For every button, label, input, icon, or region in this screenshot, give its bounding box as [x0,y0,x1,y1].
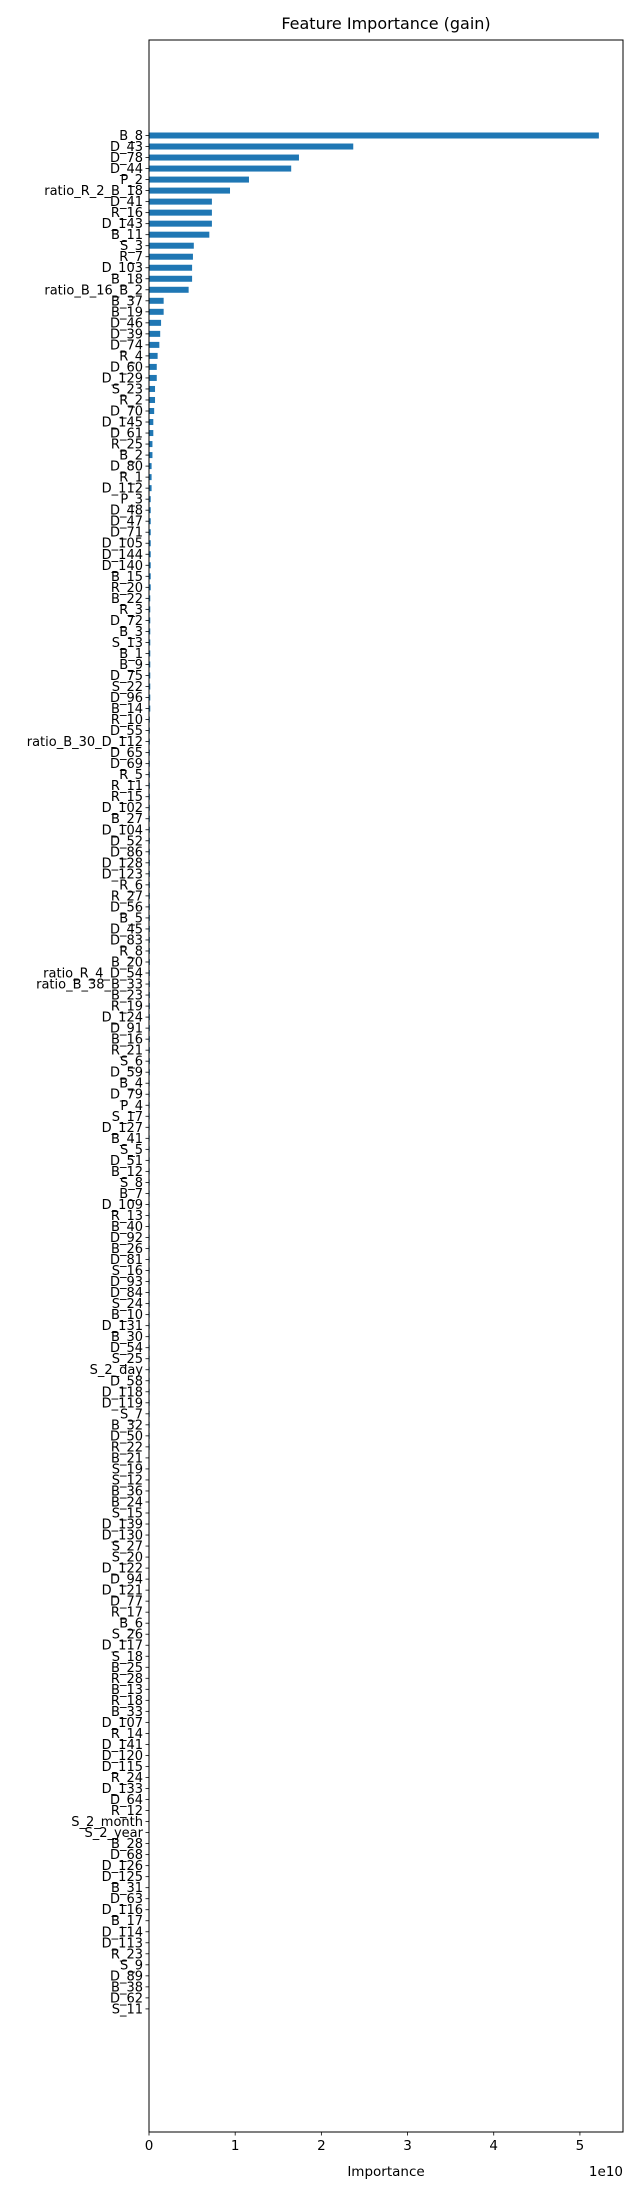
bar-B_11 [149,232,209,238]
bar-B_2 [149,452,152,458]
y-tick-label: D_124 [101,1010,143,1026]
x-axis-scale-label: 1e10 [588,2164,623,2180]
y-tick-label: D_74 [109,338,143,354]
y-tick-label: B_9 [119,657,143,673]
y-tick-label: B_20 [111,955,143,971]
y-tick-label: D_129 [101,371,143,387]
y-tick-label: S_25 [111,1352,143,1368]
y-tick-label: S_15 [111,1506,143,1522]
y-tick-label: D_116 [101,1903,143,1919]
y-tick-label: B_33 [111,1704,143,1720]
y-tick-label: S_9 [119,1958,143,1974]
y-tick-label: R_15 [110,790,143,806]
y-tick-label: ratio_R_4_D_54 [43,966,143,982]
y-tick-label: ratio_B_38_B_33 [36,977,143,993]
plot-area-frame [149,40,623,2132]
bar-D_60 [149,364,157,370]
y-tick-label: B_23 [111,988,143,1004]
y-tick-label: D_96 [109,691,143,707]
bar-R_25 [149,441,152,447]
y-tick-label: D_119 [101,1396,143,1412]
y-tick-label: S_19 [111,1462,143,1478]
x-axis-label: Importance [347,2164,425,2180]
y-tick-label: S_2_month [71,1815,143,1831]
chart-title: Feature Importance (gain) [281,14,491,33]
y-tick-label: R_20 [110,580,143,596]
y-tick-label: D_104 [101,823,143,839]
y-tick-label: B_24 [111,1495,143,1511]
y-tick-label: B_31 [111,1881,143,1897]
y-tick-label: D_122 [101,1561,143,1577]
y-tick-label: D_133 [101,1782,143,1797]
y-tick-label: S_2_day [89,1363,143,1379]
y-tick-label: D_125 [101,1870,143,1886]
y-tick-label: B_16 [111,1032,143,1048]
y-tick-label: D_69 [109,757,143,773]
bar-D_70 [149,408,154,414]
y-tick-label: R_18 [110,1693,143,1709]
y-tick-label: D_39 [109,327,143,343]
bar-R_2 [149,397,155,403]
bar-R_16 [149,210,212,216]
y-tick-label: B_19 [111,305,143,321]
bar-D_129 [149,375,157,381]
y-tick-label: B_27 [111,812,143,828]
y-tick-label: B_25 [111,1660,143,1676]
bar-D_44 [149,166,291,172]
x-tick-label: 1 [230,2138,240,2154]
y-tick-label: S_16 [111,1264,143,1280]
y-tick-label: D_43 [109,140,143,156]
bar-D_43 [149,144,353,150]
y-tick-label: D_93 [109,1275,143,1291]
y-tick-label: D_121 [101,1583,143,1599]
y-tick-label: R_22 [110,1440,143,1456]
y-tick-label: B_41 [111,1131,143,1147]
y-tick-label: R_17 [110,1605,143,1621]
y-tick-label: D_91 [109,1021,143,1037]
y-tick-label: D_94 [109,1572,143,1588]
bar-D_74 [149,342,159,348]
y-tick-label: B_13 [111,1682,143,1698]
y-tick-label: S_27 [111,1539,143,1555]
y-tick-label: D_41 [109,195,143,211]
y-tick-label: S_7 [119,1407,143,1423]
y-tick-label: S_6 [119,1054,143,1070]
bar-ratio_R_2_B_18 [149,188,230,194]
y-tick-label: D_59 [109,1065,143,1081]
y-tick-label: R_13 [110,1208,143,1224]
y-tick-label: D_56 [109,900,143,916]
y-tick-label: D_141 [101,1737,143,1753]
y-tick-label: R_19 [110,999,143,1015]
y-tick-label: B_8 [119,129,143,144]
y-tick-label: R_14 [110,1726,143,1742]
y-tick-label: D_47 [109,514,143,530]
y-tick-label: S_5 [119,1142,143,1158]
y-tick-label: R_4 [119,349,143,365]
y-tick-label: D_81 [109,1253,143,1269]
y-tick-label: D_123 [101,867,143,883]
x-axis-ticks [145,2132,585,2154]
y-tick-label: S_11 [111,2002,143,2018]
y-tick-label: D_102 [101,801,143,817]
y-tick-label: D_105 [101,536,143,552]
y-tick-label: R_8 [119,944,143,960]
y-tick-label: D_61 [109,426,143,442]
y-tick-label: D_50 [109,1429,143,1445]
y-tick-label: R_3 [119,602,143,618]
y-tick-label: D_126 [101,1859,143,1875]
y-tick-label: D_114 [101,1925,143,1941]
y-tick-label: B_11 [111,228,143,244]
y-tick-label: B_30 [111,1330,143,1346]
x-tick-label: 5 [575,2138,585,2154]
x-tick-label: 2 [317,2138,326,2154]
y-tick-label: D_52 [109,834,143,850]
x-tick-label: 4 [489,2138,499,2154]
y-tick-label: R_21 [110,1043,143,1059]
bar-D_103 [149,265,192,271]
y-tick-label: ratio_B_16_B_2 [44,283,143,299]
y-tick-label: D_72 [109,613,143,629]
bar-D_61 [149,430,153,436]
y-tick-label: S_24 [111,1297,143,1313]
y-tick-label: S_26 [111,1627,143,1643]
bar-R_7 [149,254,193,260]
bar-D_41 [149,199,212,205]
y-tick-label: D_109 [101,1197,143,1213]
y-tick-label: B_2 [119,448,143,464]
y-tick-label: D_112 [101,481,143,497]
y-tick-label: B_4 [119,1076,143,1092]
y-tick-label: D_115 [101,1759,143,1775]
y-tick-label: D_62 [109,1991,143,2007]
y-tick-label: D_75 [109,668,143,684]
y-tick-label: ratio_B_30_D_112 [26,735,143,751]
y-tick-label: D_118 [101,1385,143,1401]
y-tick-label: D_65 [109,746,143,762]
y-tick-label: S_2_year [84,1826,143,1842]
y-tick-label: ratio_R_2_B_18 [44,184,143,200]
bar-D_143 [149,221,212,227]
y-tick-label: R_23 [110,1947,143,1963]
y-tick-label: D_45 [109,922,143,938]
y-tick-label: D_139 [101,1517,143,1533]
y-tick-label: D_78 [109,151,143,167]
y-tick-label: D_145 [101,415,143,431]
bar-B_19 [149,309,164,315]
y-tick-label: R_6 [119,878,143,894]
y-tick-label: B_15 [111,569,143,585]
y-tick-label: D_117 [101,1638,143,1654]
y-tick-label: D_86 [109,845,143,861]
bar-B_8 [149,133,599,139]
y-tick-label: D_143 [101,217,143,233]
y-tick-label: P_4 [120,1098,143,1114]
y-tick-label: B_12 [111,1164,143,1180]
y-tick-label: B_6 [119,1616,143,1632]
y-tick-label: R_28 [110,1671,143,1687]
y-tick-label: B_14 [111,702,143,718]
y-tick-label: P_3 [120,492,143,508]
y-tick-label: D_92 [109,1231,143,1246]
y-tick-label: D_83 [109,933,143,949]
y-tick-label: D_113 [101,1936,143,1952]
bar-B_37 [149,298,164,304]
bar-B_18 [149,276,192,282]
y-tick-label: D_71 [109,525,143,541]
y-tick-label: D_107 [101,1715,143,1731]
y-tick-label: B_1 [119,646,143,662]
y-tick-label: D_144 [101,547,143,563]
y-tick-label: R_1 [119,470,143,486]
y-tick-label: D_54 [109,1341,143,1357]
y-tick-label: B_32 [111,1418,143,1434]
bar-R_4 [149,353,158,359]
y-tick-label: D_51 [109,1153,143,1169]
y-tick-label: B_18 [111,272,143,288]
y-tick-label: D_131 [101,1319,143,1335]
y-tick-label: S_8 [119,1175,143,1191]
bar-D_78 [149,155,299,161]
bar-S_3 [149,243,194,249]
y-tick-label: B_17 [111,1914,143,1930]
bar-D_145 [149,419,153,425]
bar-S_23 [149,386,155,392]
y-tick-label: B_40 [111,1219,143,1235]
y-tick-label: B_10 [111,1308,143,1324]
y-tick-label: R_10 [110,713,143,729]
y-tick-label: S_13 [111,635,143,651]
y-tick-label: D_79 [109,1087,143,1103]
y-tick-label: B_3 [119,624,143,640]
y-tick-label: R_5 [119,768,143,784]
y-tick-label: P_2 [120,173,143,189]
y-tick-label: D_44 [109,162,143,178]
y-tick-label: D_48 [109,503,143,519]
y-tick-label: B_7 [119,1186,143,1202]
y-tick-label: D_89 [109,1969,143,1985]
y-tick-label: D_58 [109,1374,143,1390]
x-tick-label: 0 [144,2138,154,2154]
bar-D_39 [149,331,160,337]
y-tick-label: D_80 [109,459,143,475]
x-tick-label: 3 [403,2138,412,2154]
y-tick-label: D_63 [109,1892,143,1908]
y-tick-label: S_18 [111,1649,143,1665]
bars-group [149,133,599,2012]
bar-P_2 [149,177,249,183]
y-tick-label: B_26 [111,1242,143,1258]
y-tick-label: R_11 [110,779,143,795]
y-tick-label: R_25 [110,437,143,453]
y-tick-label: D_84 [109,1286,143,1302]
y-tick-label: D_130 [101,1528,143,1544]
y-tick-label: B_38 [111,1980,143,1996]
y-tick-label: D_103 [101,261,143,277]
y-tick-label: R_16 [110,206,143,222]
y-tick-label: S_22 [111,680,143,695]
y-axis-ticks [27,129,149,2017]
y-tick-label: B_5 [119,911,143,927]
y-tick-label: S_3 [119,239,143,255]
y-tick-label: R_24 [110,1770,143,1786]
bar-D_46 [149,320,161,326]
y-tick-label: D_55 [109,724,143,740]
y-tick-label: S_12 [111,1473,143,1489]
y-tick-label: D_77 [109,1594,143,1610]
y-tick-label: S_20 [111,1550,143,1566]
y-tick-label: D_64 [109,1793,143,1809]
y-tick-label: D_70 [109,404,143,420]
y-tick-label: D_120 [101,1748,143,1764]
y-tick-label: B_36 [111,1484,143,1500]
y-tick-label: B_22 [111,591,143,607]
y-tick-label: R_2 [119,393,143,409]
y-tick-label: B_28 [111,1837,143,1853]
y-tick-label: B_21 [111,1451,143,1467]
y-tick-label: D_60 [109,360,143,376]
y-tick-label: S_17 [111,1109,143,1125]
y-tick-label: R_7 [119,250,143,266]
y-tick-label: D_46 [109,316,143,332]
y-tick-label: S_23 [111,382,143,398]
y-tick-label: B_37 [111,294,143,310]
y-tick-label: R_27 [110,889,143,905]
y-tick-label: D_140 [101,558,143,574]
y-tick-label: D_128 [101,856,143,872]
y-tick-label: D_68 [109,1848,143,1864]
bar-ratio_B_16_B_2 [149,287,189,293]
y-tick-label: D_127 [101,1120,143,1136]
y-tick-label: R_12 [110,1804,143,1820]
